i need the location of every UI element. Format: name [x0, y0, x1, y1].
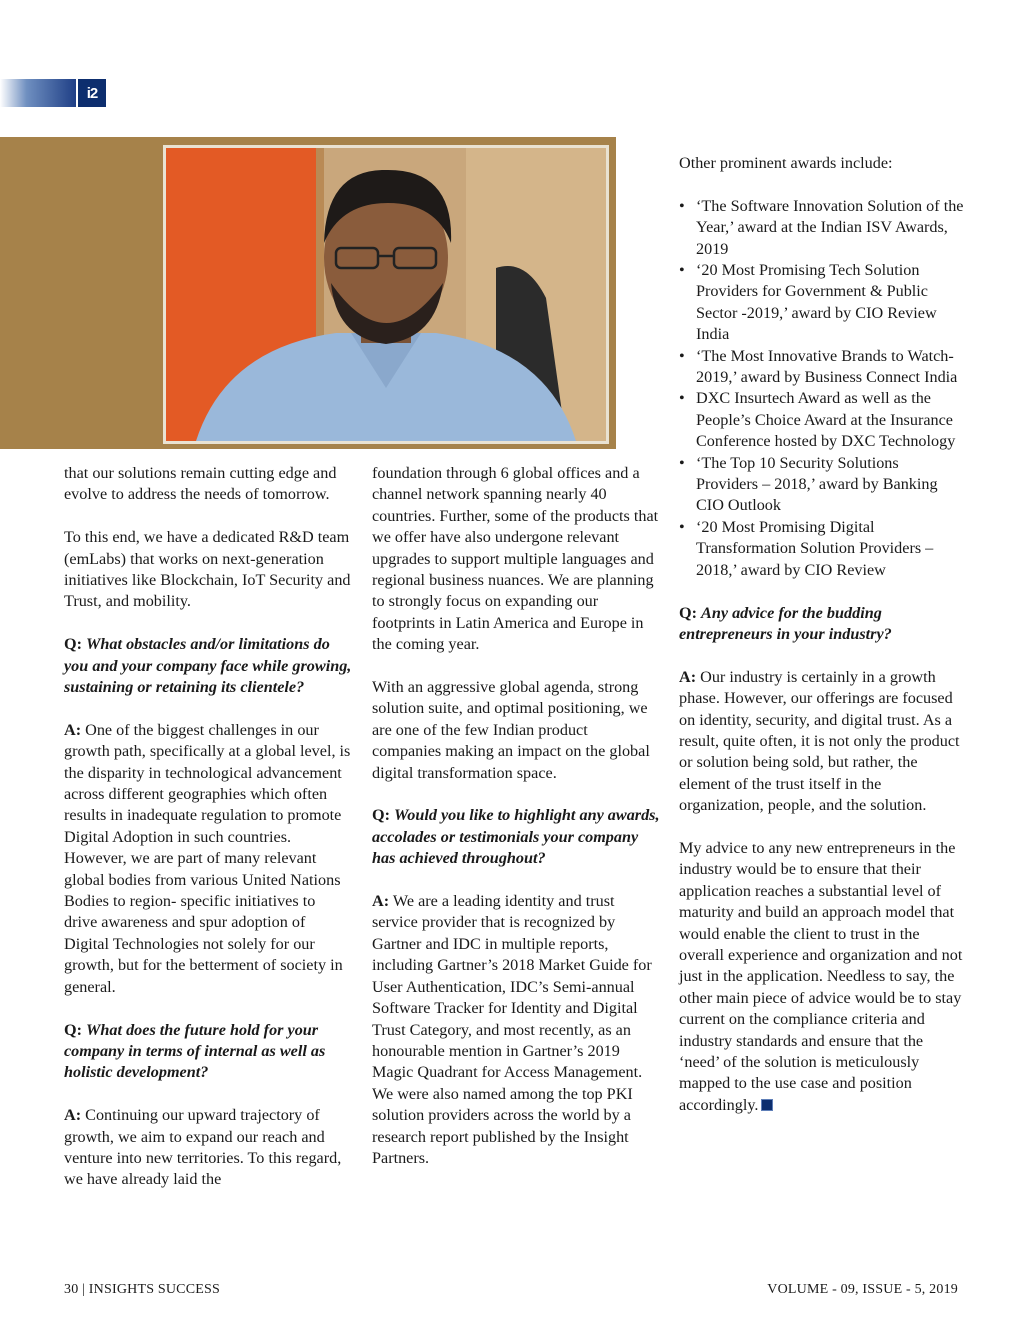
answer-label: A:	[64, 1106, 82, 1125]
answer-text: Our industry is certainly in a growth phase. However, our offerings are focused on identity, security, and digital trust. As a result, quite often, it is not only the product or solution being sold, but rather, the element of the trust itself in the organization, people, and the solution.	[679, 667, 960, 815]
header-gradient-bar	[0, 79, 76, 107]
closing-text: My advice to any new entrepreneurs in the industry would be to ensure that their application reaches a substantial level of maturity and build an approach model that would enable the client to trust in the overall experience and organization and not just in the application. Needless to say, the other main piece of advice would be to stay current on the compliance criteria and industry standards and ensure that the ‘need’ of the solution is meticulously mapped to the use case and position accordingly.	[679, 838, 963, 1114]
insights-success-logo-icon	[76, 79, 106, 107]
answer-text: One of the biggest challenges in our growth path, specifically at a global level, is the disparity in technological advancement across different geographies which often results in inadequate regulation to promote Digital Adoption in such countries. However, we are part of many relevant global bodies from various United Nations Bodies to region- specific initiatives to drive awareness and spur adoption of Digital Technologies not solely for our growth, but for the betterment of society in general.	[64, 720, 351, 996]
footer-page-label: 30 | INSIGHTS SUCCESS	[64, 1282, 220, 1297]
column-2	[372, 463, 660, 1191]
list-item: • ‘The Software Innovation Solution of the Year,’ award at the Indian ISV Awards, 2019	[679, 196, 964, 260]
question-label: Q:	[679, 603, 697, 622]
question-4	[679, 603, 964, 646]
paragraph: To this end, we have a dedicated R&D team (emLabs) that works on next-generation initiatives like Blockchain, IoT Security and Trust, and mobility.	[64, 528, 351, 611]
answer-text: Continuing our upward trajectory of growth, we aim to expand our reach and venture into new territories. To this regard, we have already laid the	[64, 1106, 342, 1189]
question-label: Q:	[64, 635, 82, 654]
awards-list	[679, 196, 964, 581]
list-item: • ‘20 Most Promising Tech Solution Providers for Government & Public Sector -2019,’ award by CIO Review India	[679, 260, 964, 346]
answer-text: We are a leading identity and trust service provider that is recognized by Gartner and IDC in multiple reports, including Gartner’s 2018 Market Guide for User Authentication, IDC’s Semi-annual Software Tracker for Identity and Digital Trust Category, and most recently, as an honourable mention in Gartner’s 2019 Magic Quadrant for Access Management. We were also named among the top PKI solution providers across the world by a research report published by the Insight Partners.	[372, 892, 652, 1167]
column-3	[679, 153, 964, 1138]
list-item: • DXC Insurtech Award as well as the People’s Choice Award at the Insurance Conference hosted by DXC Technology	[679, 388, 964, 452]
question-label: Q:	[64, 1020, 82, 1039]
question-text: What does the future hold for your company in terms of internal as well as holistic development?	[64, 1020, 326, 1082]
answer-3	[372, 891, 660, 1169]
paragraph: With an aggressive global agenda, strong solution suite, and optimal positioning, we are one of the few Indian product companies making an impact on the global digital transformation space.	[372, 678, 650, 782]
question-label: Q:	[372, 806, 390, 825]
list-item: • ‘The Most Innovative Brands to Watch-2019,’ award by Business Connect India	[679, 346, 964, 389]
question-text: What obstacles and/or limitations do you and your company face while growing, sustaining or retaining its clientele?	[64, 635, 352, 697]
paragraph: that our solutions remain cutting edge and evolve to address the needs of tomorrow.	[64, 464, 337, 504]
list-item: • ‘The Top 10 Security Solutions Providers – 2018,’ award by Banking CIO Outlook	[679, 453, 964, 517]
question-text: Would you like to highlight any awards, accolades or testimonials your company has achieved throughout?	[372, 806, 660, 868]
footer-volume-label: VOLUME - 09, ISSUE - 5, 2019	[767, 1282, 958, 1297]
paragraph: foundation through 6 global offices and a channel network spanning nearly 40 countries. Further, some of the products that we offer have also undergone relevant upgrades to support multiple languages and regional business nuances. We are planning to strongly focus on expanding our footprints in Latin America and Europe in the coming year.	[372, 464, 659, 654]
question-text: Any advice for the budding entrepreneurs in your industry?	[679, 603, 892, 643]
answer-label: A:	[372, 892, 390, 911]
awards-intro: Other prominent awards include:	[679, 154, 893, 172]
answer-label: A:	[679, 667, 697, 686]
column-1	[64, 463, 352, 1212]
answer-4	[679, 667, 964, 817]
end-mark-icon	[761, 1099, 773, 1111]
question-1	[64, 634, 352, 698]
portrait-illustration	[166, 148, 606, 441]
question-3	[372, 805, 660, 869]
answer-label: A:	[64, 720, 82, 739]
portrait-photo	[163, 145, 609, 444]
logo-text: i2	[86, 84, 98, 102]
closing-paragraph	[679, 838, 964, 1116]
answer-1	[64, 720, 352, 998]
answer-2	[64, 1105, 352, 1191]
question-2	[64, 1020, 352, 1084]
list-item: • ‘20 Most Promising Digital Transformation Solution Providers – 2018,’ award by CIO Review	[679, 517, 964, 581]
